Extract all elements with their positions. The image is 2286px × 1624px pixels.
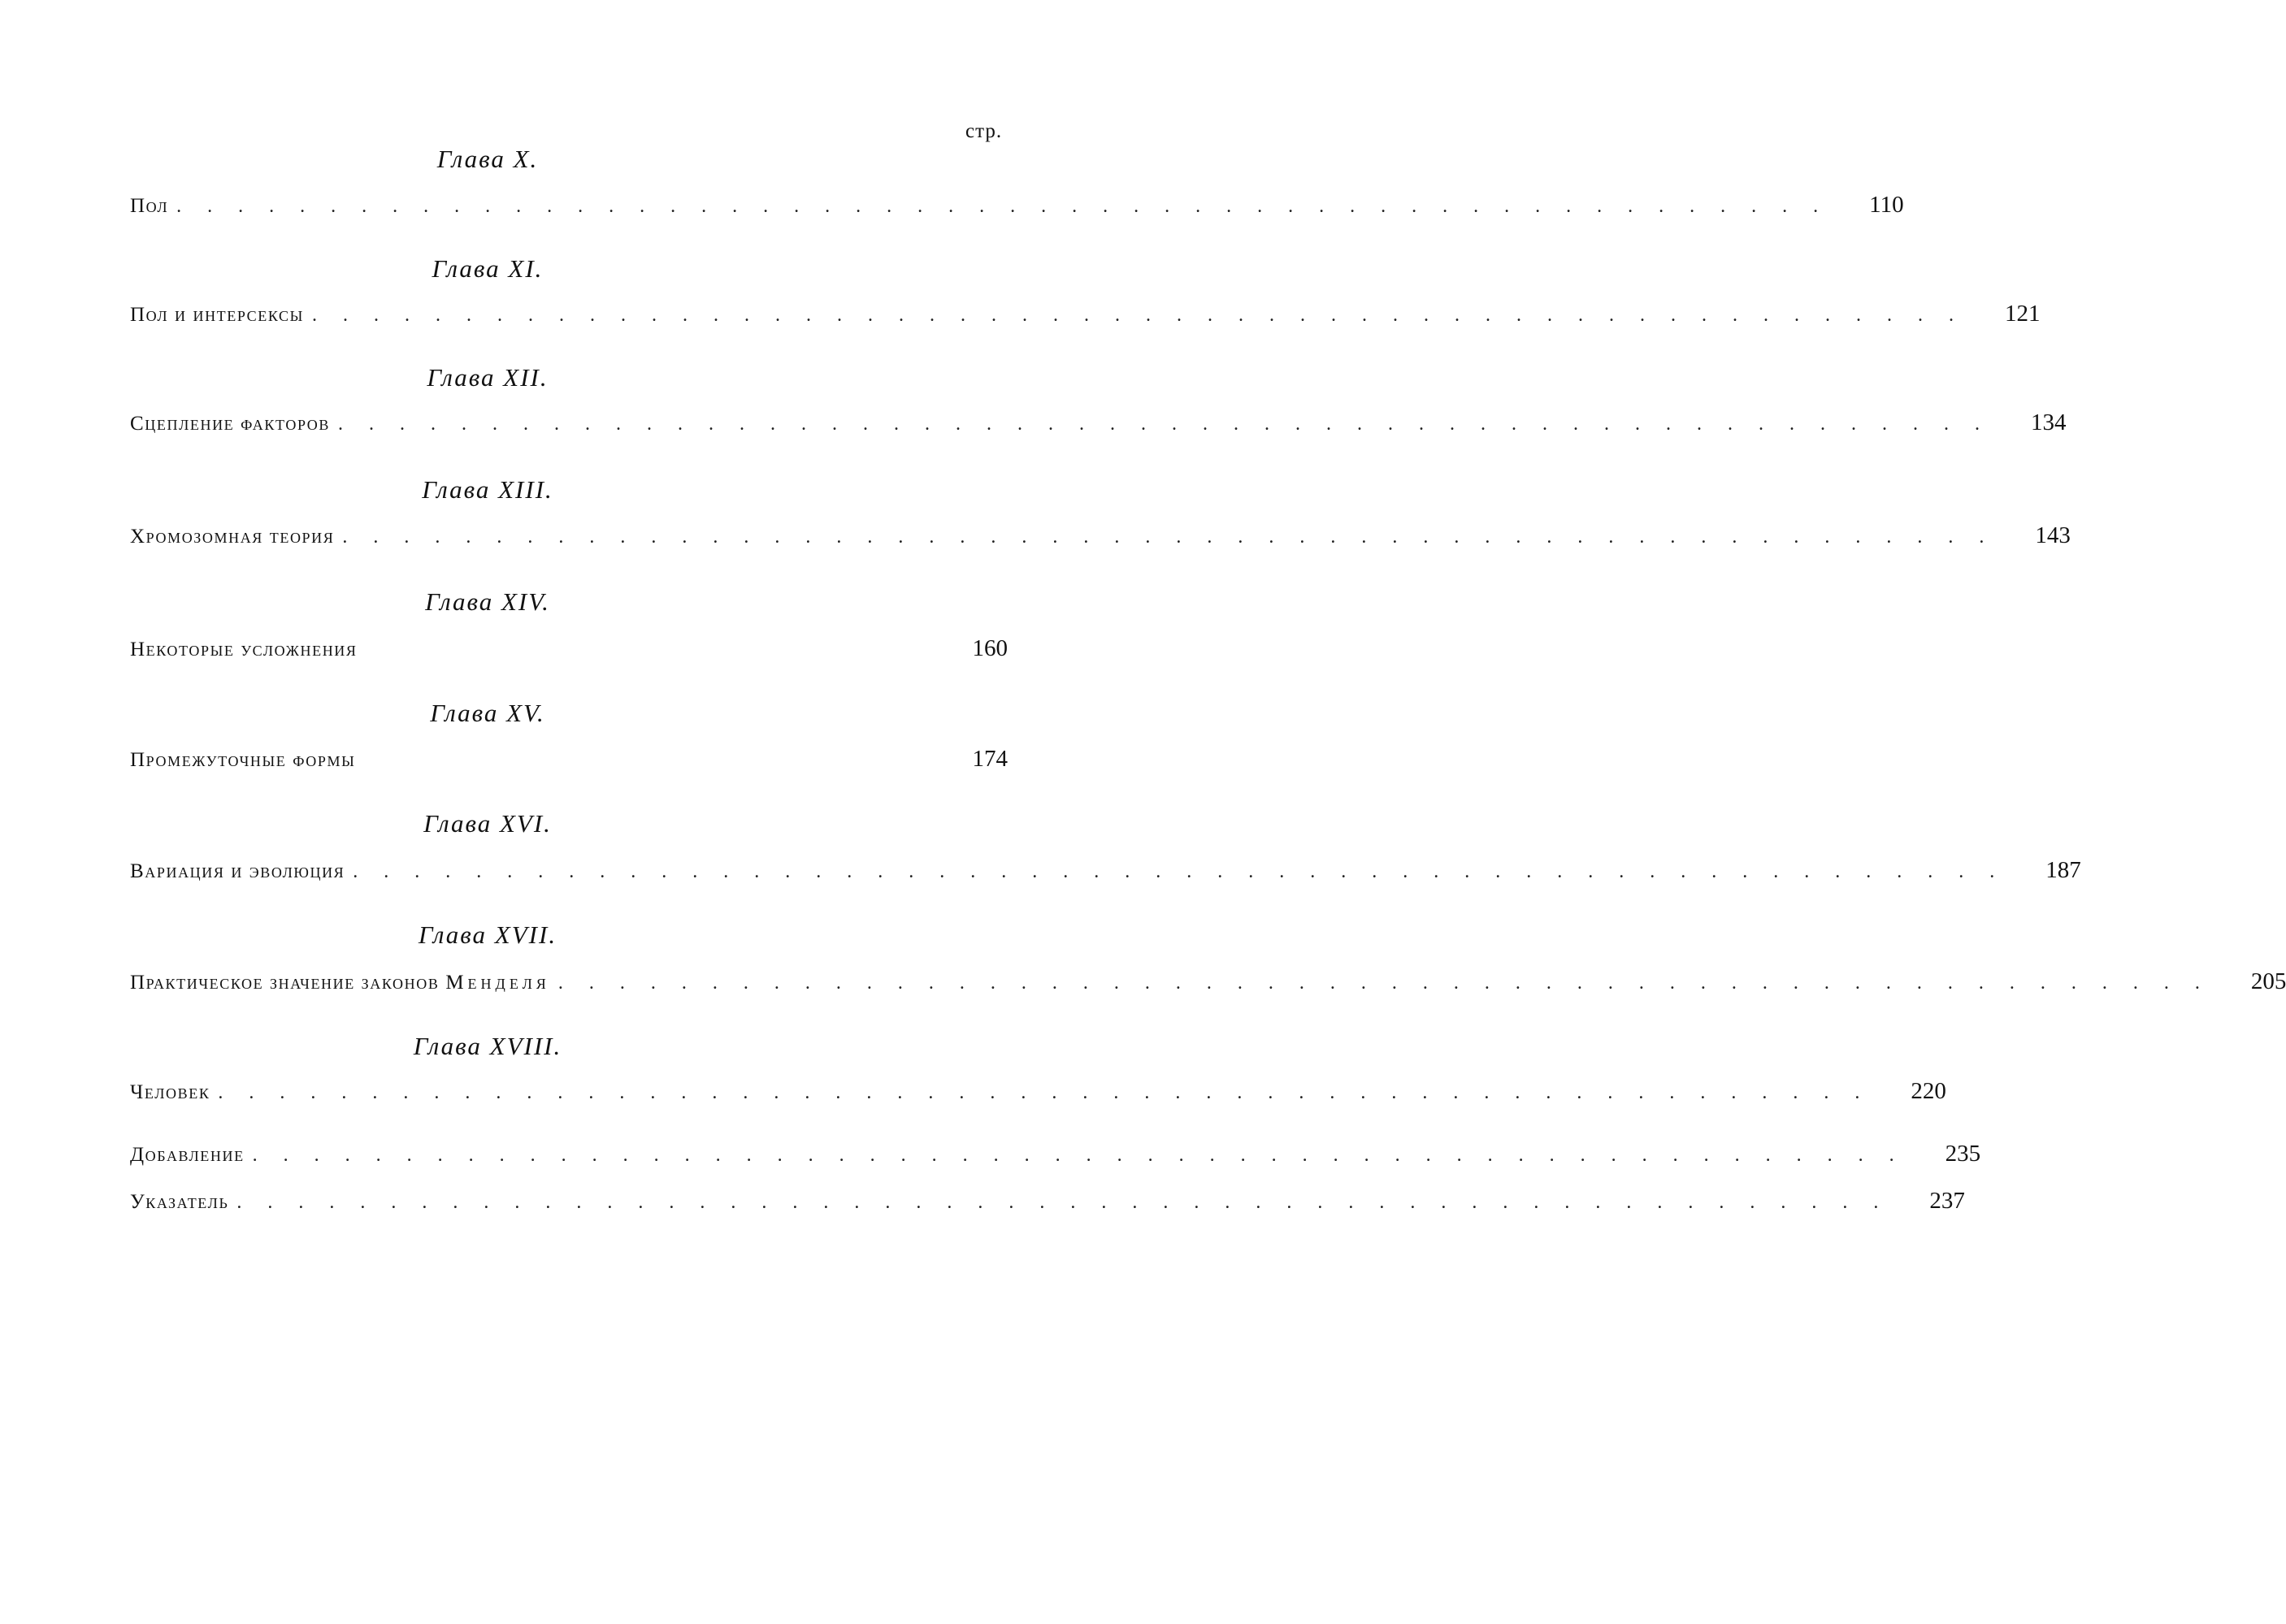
toc-entry[interactable]	[130, 301, 2041, 333]
chapter-heading: Глава XVII.	[418, 920, 557, 949]
entry-page-number: 110	[1869, 192, 1904, 218]
chapter-heading: Глава XV.	[430, 699, 545, 727]
chapter-heading: Глава XIII.	[422, 475, 553, 504]
dot-leader: . . . . . . . . . . . . . . . . . . . . . . . . . . . . . . . . . . . . . . . . . . . . . . . . . . . . . .	[338, 414, 1990, 435]
entry-title: Некоторые усложнения	[130, 639, 358, 660]
page-column-label: стр.	[965, 120, 1003, 142]
toc-entry-appendix[interactable]	[130, 1141, 1981, 1173]
chapter-heading: Глава XVIII.	[413, 1032, 562, 1060]
chapter-heading: Глава XVI.	[423, 809, 552, 838]
entry-title: Указатель	[130, 1191, 229, 1213]
entry-page-number: 174	[972, 746, 1008, 772]
dot-leader: . . . . . . . . . . . . . . . . . . . . . . . . . . . . . . . . . . . . . . . . . . . . . . . . . . . . . .	[176, 196, 1829, 217]
entry-page-number: 205	[2250, 968, 2286, 994]
entry-title: Пол и интерсексы	[130, 304, 304, 326]
toc-entry[interactable]	[130, 522, 2071, 555]
dot-leader: . . . . . . . . . . . . . . . . . . . . . . . . . . . . . . . . . . . . . . . . . . . . . . . . . . . . . .	[342, 526, 1995, 548]
entry-title-text: Практическое значение законов	[130, 972, 440, 994]
dot-leader: . . . . . . . . . . . . . . . . . . . . . . . . . . . . . . . . . . . . . . . . . . . . . . . . . . . . . .	[252, 1145, 1905, 1166]
dot-leader: . . . . . . . . . . . . . . . . . . . . . . . . . . . . . . . . . . . . . . . . . . . . . . . . . . . . . .	[311, 305, 1964, 326]
toc-entry[interactable]	[130, 192, 1904, 224]
entry-page-number: 134	[2031, 409, 2067, 435]
entry-title: Человек	[130, 1081, 210, 1103]
entry-title: Добавление	[130, 1144, 245, 1166]
entry-title: Пол	[130, 195, 169, 217]
chapter-heading: Глава XIV.	[425, 587, 550, 616]
entry-page-number: 160	[972, 635, 1008, 661]
chapter-heading: Глава XII.	[427, 363, 549, 392]
entry-page-number: 143	[2035, 522, 2071, 548]
toc-entry[interactable]	[130, 968, 2286, 1001]
toc-entry[interactable]	[130, 857, 2081, 890]
toc-entry-index[interactable]	[130, 1188, 1965, 1220]
entry-page-number: 121	[2004, 301, 2041, 327]
entry-title	[130, 972, 558, 994]
toc-entry[interactable]	[130, 746, 1008, 778]
toc-entry[interactable]	[130, 1078, 1946, 1111]
toc-entry[interactable]	[130, 635, 1008, 668]
entry-page-number: 220	[1911, 1078, 1946, 1104]
chapter-heading: Глава X.	[436, 145, 539, 173]
dot-leader: . . . . . . . . . . . . . . . . . . . . . . . . . . . . . . . . . . . . . . . . . . . . . . . . . . . . . .	[353, 861, 2006, 882]
entry-title: Вариация и эволюция	[130, 860, 345, 882]
dot-leader: . . . . . . . . . . . . . . . . . . . . . . . . . . . . . . . . . . . . . . . . . . . . . . . . . . . . . .	[236, 1192, 1889, 1213]
dot-leader: . . . . . . . . . . . . . . . . . . . . . . . . . . . . . . . . . . . . . . . . . . . . . . . . . . . . . .	[218, 1082, 1871, 1103]
entry-title: Промежуточные формы	[130, 749, 356, 771]
entry-page-number: 235	[1945, 1141, 1981, 1167]
entry-page-number: 237	[1929, 1188, 1965, 1214]
entry-title: Сцепление факторов	[130, 413, 330, 435]
dot-leader: . . . . . . . . . . . . . . . . . . . . . . . . . . . . . . . . . . . . . . . . . . . . . . . . . . . . . .	[557, 972, 2210, 994]
entry-page-number: 187	[2045, 857, 2081, 883]
entry-title: Хромозомная теория	[130, 526, 335, 548]
entry-title-name: Менделя	[445, 972, 550, 994]
toc-entry[interactable]	[130, 409, 2067, 442]
chapter-heading: Глава XI.	[432, 254, 544, 283]
